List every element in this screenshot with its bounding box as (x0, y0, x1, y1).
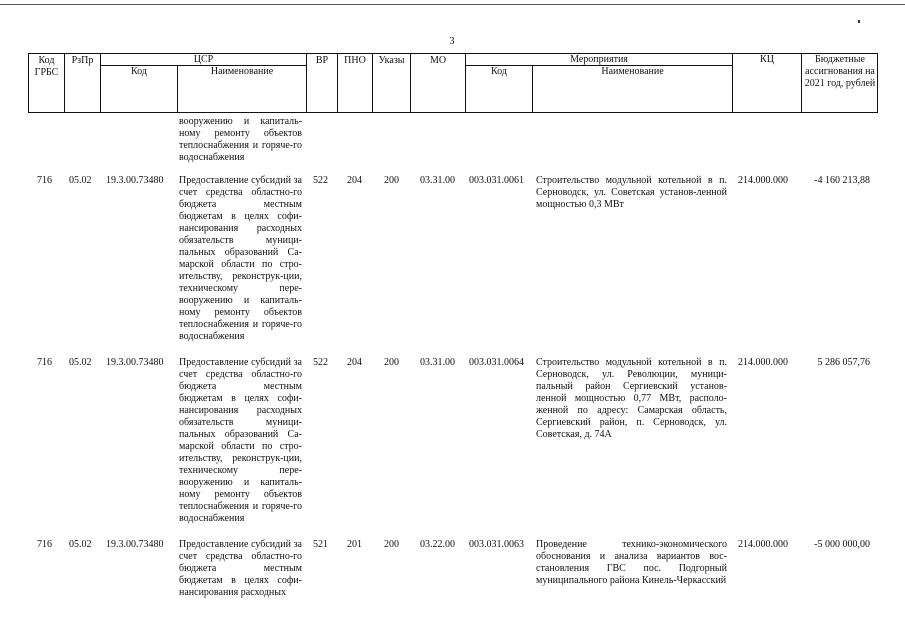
header-mo: МО (429, 55, 447, 66)
header-meropriyatiya: Мероприятия (570, 54, 628, 65)
row-csr-name: Предоставление субсидий за счет средства областно-го бюджета местным бюджетам в целях софи-нансирования расходных (179, 539, 302, 598)
row-event-code: 003.031.0063 (469, 539, 524, 550)
row-rzpr: 05.02 (69, 357, 92, 368)
header-csr-name: Наименование (210, 66, 274, 77)
row-event-code: 003.031.0061 (469, 175, 524, 186)
header-vr: ВР (315, 55, 329, 66)
row-csr-code: 19.3.00.73480 (106, 357, 164, 368)
header-ukazy: Указы (378, 55, 405, 66)
scan-artifact-mark (858, 20, 860, 23)
header-kc: КЦ (760, 54, 774, 65)
row-ukazy: 200 (384, 539, 399, 550)
row-csr-name: Предоставление субсидий за счет средства областно-го бюджета местным бюджетам в целях софи-нансирования расходных обязательств муници-пальных образований Са-марской области по стро-ительству, реконструк-ции, техническому пере-вооружению и капиталь-ному ремонту объектов теплоснабжения и горяче-го водоснабжения (179, 175, 302, 342)
row-event-name: Строительство модульной котельной в п. Серноводск, ул. Советская установ-ленной мощностью 0,3 МВт (536, 175, 727, 210)
row-pno: 201 (347, 539, 362, 550)
row-ukazy: 200 (384, 175, 399, 186)
header-csr: ЦСР (193, 54, 214, 65)
row-vr: 521 (313, 539, 328, 550)
row-vr: 522 (313, 175, 328, 186)
row-event-code: 003.031.0064 (469, 357, 524, 368)
row-grbs: 716 (37, 539, 52, 550)
header-mer-name: Наименование (601, 66, 664, 77)
row-pno: 204 (347, 357, 362, 368)
row-grbs: 716 (37, 357, 52, 368)
row-ukazy: 200 (384, 357, 399, 368)
row-event-name: Проведение технико-экономического обоснования и анализа вариантов вос-становления ГВС пос. Подгорный муниципального района Кинель-Черкасский (536, 539, 727, 586)
row-rzpr: 05.02 (69, 539, 92, 550)
row-mo: 03.22.00 (420, 539, 455, 550)
header-mer-kod: Код (491, 66, 507, 77)
header-budget: Бюджетные ассигнования на 2021 год, рублей (804, 54, 876, 89)
row-vr: 522 (313, 357, 328, 368)
row-kc: 214.000.000 (738, 175, 788, 186)
row-event-name: Строительство модульной котельной в п. Серноводск, ул. Революции, муници-пальный район Сергиевский установ-ленной мощностью 0,77 МВт, располо-женной по адресу: Самарская область, Сергиевский район, п. Серноводск, ул. Советская, д. 74А (536, 357, 727, 440)
scan-artifact-top (0, 4, 905, 5)
row-grbs: 716 (37, 175, 52, 186)
row-mo: 03.31.00 (420, 357, 455, 368)
row-mo: 03.31.00 (420, 175, 455, 186)
row-amount: -4 160 213,88 (814, 175, 870, 186)
header-kod-grbs: Код ГРБС (34, 55, 59, 78)
header-csr-kod: Код (131, 66, 147, 77)
header-rzpr: РзПр (71, 55, 94, 66)
row-pno: 204 (347, 175, 362, 186)
row-kc: 214.000.000 (738, 357, 788, 368)
row-csr-name: Предоставление субсидий за счет средства областно-го бюджета местным бюджетам в целях софи-нансирования расходных обязательств муници-пальных образований Са-марской области по стро-ительству, реконструк-ции, техническому пере-вооружению и капиталь-ному ремонту объектов теплоснабжения и горяче-го водоснабжения (179, 357, 302, 524)
row-csr-code: 19.3.00.73480 (106, 175, 164, 186)
row-kc: 214.000.000 (738, 539, 788, 550)
header-bottom-rule (28, 112, 878, 113)
header-pno: ПНО (344, 55, 366, 66)
carry-over-text: вооружению и капиталь-ному ремонту объектов теплоснабжения и горяче-го водоснабжения (179, 116, 302, 163)
row-amount: 5 286 057,76 (817, 357, 870, 368)
page-number: 3 (449, 36, 455, 47)
row-csr-code: 19.3.00.73480 (106, 539, 164, 550)
row-rzpr: 05.02 (69, 175, 92, 186)
row-amount: -5 000 000,00 (814, 539, 870, 550)
